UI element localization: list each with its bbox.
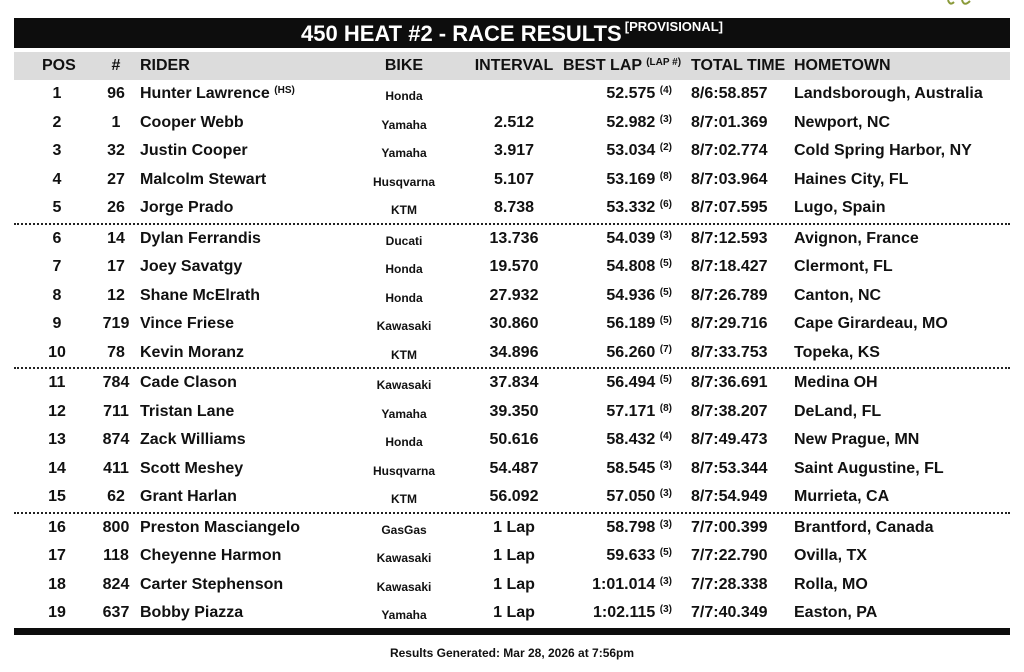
row-rider-number: 719 [102,315,130,332]
row-rider-name: Zack Williams [140,431,246,448]
row-total-time: 8/7:18.427 [691,258,768,275]
row-rider-name: Malcolm Stewart [140,170,267,188]
row-best-lap: 56.260 $^{(7)}$ [606,343,672,361]
row-hometown: Easton, PA [794,604,878,621]
row-rider-name: Dylan Ferrandis [140,229,261,247]
row-rider-number: 411 [103,459,129,477]
row-rider-name: Shane McElrath [140,286,261,304]
row-position: 19 [48,604,66,621]
row-position: 17 [48,547,66,564]
row-position: 12 [48,402,66,420]
row-lap-number: (5) [659,547,672,558]
row-total-time: 8/7:03.964 [691,170,768,188]
row-rider-name: Justin Cooper [140,142,248,159]
table-row [14,369,1010,398]
results-title-bar [14,18,1010,48]
row-rider-name: Cooper Webb [140,113,244,131]
row-position: 13 [48,431,66,448]
row-hometown: Clermont, FL [794,258,893,275]
row-hometown: Avignon, France [794,229,919,247]
row-interval: 27.932 [489,286,539,304]
row-interval: 50.616 [489,431,539,448]
row-bike: Husqvarna [372,174,436,189]
row-best-lap: 59.633 $^{(5)}$ [606,547,672,564]
row-rider-name: Preston Masciangelo [140,518,301,536]
row-total-time: 8/7:07.595 [691,199,768,216]
row-interval: 3.917 [493,142,535,159]
row-lap-number: (4) [659,431,672,442]
row-hometown: Murrieta, CA [794,488,890,505]
row-total-time: 8/7:26.789 [691,286,768,304]
row-rider-number: 784 [102,374,130,391]
col-header-lap-note: (LAP #) [646,57,682,68]
row-lap-number: (3) [659,488,672,499]
row-lap-number: (5) [659,286,672,298]
column-header-row [14,52,1010,80]
row-hometown: Ovilla, TX [794,547,867,564]
row-best-lap: 56.494 $^{(5)}$ [606,374,672,391]
row-total-time: 8/7:33.753 [691,343,768,361]
table-row [14,282,1010,311]
row-best-lap: 54.039 $^{(3)}$ [606,229,672,247]
row-position: 15 [48,488,66,505]
row-position: 2 [52,113,62,131]
col-header-best-lap: BEST LAP $^{(LAP \#)}$ [562,57,682,74]
row-rider-name: Kevin Moranz [140,343,245,361]
row-position: 8 [52,286,62,304]
table-row [14,339,1010,370]
row-bike: KTM [391,347,417,362]
row-position: 10 [48,343,66,361]
row-best-lap: 58.432 $^{(4)}$ [606,431,672,448]
row-interval: 2.512 [493,113,535,131]
row-hometown: Rolla, MO [794,575,868,593]
provisional-tag: [PROVISIONAL] [624,19,723,34]
row-rider-name: Grant Harlan [140,488,237,505]
row-rider-number: 118 [103,547,129,564]
row-total-time: 7/7:28.338 [691,575,768,593]
row-total-time: 8/7:02.774 [691,142,768,159]
row-bike: Kawasaki [376,378,432,392]
row-best-lap: 57.171 $^{(8)}$ [606,402,672,420]
row-best-lap: 53.034 $^{(2)}$ [606,142,672,159]
row-position: 3 [52,142,62,159]
logo-fragment [940,0,980,8]
row-interval: 1 Lap [493,575,535,593]
row-lap-number: (5) [659,258,672,269]
row-rider-number: 14 [107,229,125,247]
row-interval: 56.092 [489,488,539,505]
results-title: 450 HEAT #2 - RACE RESULTS [301,21,622,46]
row-position: 6 [52,229,62,247]
row-lap-number: (3) [659,229,672,241]
row-rider-name: Tristan Lane [140,402,235,420]
row-interval: 30.860 [489,315,539,332]
table-row [14,225,1010,254]
row-best-lap: 53.169 $^{(8)}$ [606,170,672,188]
table-row [14,483,1010,514]
bottom-rule [14,628,1010,635]
row-bike: Honda [385,89,423,103]
row-total-time: 7/7:22.790 [691,547,768,564]
table-row [14,455,1010,484]
col-header-total-time: TOTAL TIME [691,57,786,74]
col-header-number: # [111,57,121,74]
table-row [14,599,1010,628]
col-header-interval: INTERVAL [474,57,554,74]
row-total-time: 8/6:58.857 [691,85,768,102]
row-rider-number: 800 [102,518,130,536]
row-position: 1 [52,85,62,102]
row-interval: 1 Lap [493,547,535,564]
row-rider-number: 78 [107,343,125,361]
row-total-time: 8/7:12.593 [691,229,768,247]
row-rider-number: 17 [107,258,125,275]
row-lap-number: (8) [659,402,672,414]
row-interval: 19.570 [489,258,539,275]
row-interval: 34.896 [489,343,539,361]
row-best-lap: 1:02.115 $^{(3)}$ [593,604,672,621]
row-hometown: Brantford, Canada [794,518,934,536]
row-lap-number: (6) [659,199,672,210]
col-header-rider: RIDER [140,57,190,74]
row-rider-number: 1 [111,113,121,131]
row-hometown: Landsborough, Australia [794,85,983,102]
row-rider-number: 62 [107,488,125,505]
row-rider-number: 12 [107,286,125,304]
table-row [14,571,1010,600]
table-row [14,80,1010,109]
results-table-body [14,80,1010,628]
row-interval: 37.834 [489,374,539,391]
row-interval: 1 Lap [493,604,535,621]
row-hometown: DeLand, FL [794,402,882,420]
row-bike: Yamaha [381,406,427,421]
row-bike: Ducati [385,233,423,248]
row-bike: Kawasaki [376,579,432,594]
col-header-bike: BIKE [384,57,424,74]
row-best-lap: 54.808 $^{(5)}$ [606,258,672,275]
row-rider-number: 637 [102,604,130,621]
table-row [14,426,1010,455]
row-bike: Honda [385,262,423,276]
table-row [14,253,1010,282]
row-lap-number: (4) [659,85,672,96]
table-row [14,310,1010,339]
row-bike: Yamaha [381,608,427,622]
row-rider-name: Jorge Prado [140,199,234,216]
row-bike: Honda [385,435,423,449]
row-best-lap: 58.798 $^{(3)}$ [606,518,672,536]
row-rider-number: 96 [107,85,125,102]
row-hometown: Canton, NC [794,286,882,304]
row-interval: 1 Lap [493,518,535,536]
row-hometown: Medina OH [794,374,878,391]
row-rider-name: Cade Clason [140,374,237,391]
row-hometown: New Prague, MN [794,431,920,448]
row-rider-number: 874 [102,431,130,448]
row-interval: 13.736 [489,229,539,247]
row-total-time: 8/7:54.949 [691,488,768,505]
row-lap-number: (3) [659,575,672,587]
row-interval: 54.487 [489,459,539,477]
row-interval: 8.738 [493,199,535,216]
row-position: 5 [52,199,62,216]
row-hometown: Haines City, FL [794,170,909,188]
row-bike: Yamaha [381,117,427,132]
row-position: 9 [52,315,62,332]
row-position: 7 [52,258,62,275]
row-best-lap: 52.575 $^{(4)}$ [606,85,672,102]
row-interval: 5.107 [493,170,535,188]
row-best-lap: 57.050 $^{(3)}$ [606,488,672,505]
row-rider-number: 26 [107,199,125,216]
row-position: 18 [48,575,66,593]
row-bike: Husqvarna [372,463,436,478]
row-total-time: 8/7:38.207 [691,402,768,420]
row-lap-number: (5) [659,315,672,326]
row-total-time: 8/7:49.473 [691,431,768,448]
row-best-lap: 58.545 $^{(3)}$ [606,459,672,477]
row-rider-number: 824 [102,575,130,593]
row-rider-number: 32 [107,142,125,159]
row-bike: Kawasaki [376,551,432,565]
row-position: 4 [52,170,62,188]
row-hometown: Cold Spring Harbor, NY [794,142,972,159]
row-total-time: 8/7:01.369 [691,113,768,131]
table-row [14,194,1010,225]
col-header-hometown: HOMETOWN [794,57,891,74]
row-best-lap: 56.189 $^{(5)}$ [606,315,672,332]
row-position: 16 [48,518,66,536]
row-total-time: 7/7:00.399 [691,518,768,536]
row-hometown: Lugo, Spain [794,199,886,216]
row-bike: KTM [391,492,417,506]
row-total-time: 8/7:36.691 [691,374,768,391]
row-best-lap: 52.982 $^{(3)}$ [606,113,672,131]
row-rider-name: Carter Stephenson [140,575,284,593]
row-total-time: 8/7:53.344 [691,459,768,477]
table-row [14,166,1010,195]
row-lap-number: (5) [659,374,672,385]
row-position: 14 [48,459,66,477]
row-rider-name: Scott Meshey [140,459,244,477]
row-total-time: 7/7:40.349 [691,604,768,621]
row-lap-number: (8) [659,170,672,182]
row-hometown: Cape Girardeau, MO [794,315,948,332]
col-header-pos: POS [42,57,76,74]
row-bike: Kawasaki [376,319,432,333]
row-hometown: Topeka, KS [794,343,880,361]
row-rider-number: 27 [107,170,125,188]
table-row [14,137,1010,166]
table-row [14,398,1010,427]
results-generated-footer: Results Generated: Mar 28, 2026 at 7:56pm [389,646,635,660]
row-best-lap: 54.936 $^{(5)}$ [606,286,672,304]
row-bike: KTM [391,203,417,217]
row-rider-name: Bobby Piazza [140,604,244,621]
row-lap-number: (3) [659,113,672,125]
row-bike: Yamaha [381,146,427,160]
row-bike: GasGas [381,522,427,537]
table-row [14,109,1010,138]
row-rider-tag: (HS) [274,85,295,96]
row-best-lap: 53.332 $^{(6)}$ [606,199,672,216]
row-rider-name: Hunter Lawrence $^{(HS)}$ [140,85,295,102]
row-bike: Honda [385,290,423,305]
row-lap-number: (3) [659,518,672,530]
row-total-time: 8/7:29.716 [691,315,768,332]
row-position: 11 [48,374,66,391]
row-rider-name: Joey Savatgy [140,258,243,275]
row-rider-number: 711 [103,402,129,420]
row-hometown: Newport, NC [794,113,890,131]
row-lap-number: (3) [659,459,672,471]
table-row [14,514,1010,543]
table-row [14,542,1010,571]
row-lap-number: (7) [659,343,672,355]
row-rider-name: Vince Friese [140,315,234,332]
row-lap-number: (2) [659,142,672,153]
row-lap-number: (3) [659,604,672,615]
row-hometown: Saint Augustine, FL [794,459,944,477]
row-interval: 39.350 [489,402,539,420]
row-best-lap: 1:01.014 $^{(3)}$ [592,575,672,593]
row-rider-name: Cheyenne Harmon [140,547,282,564]
